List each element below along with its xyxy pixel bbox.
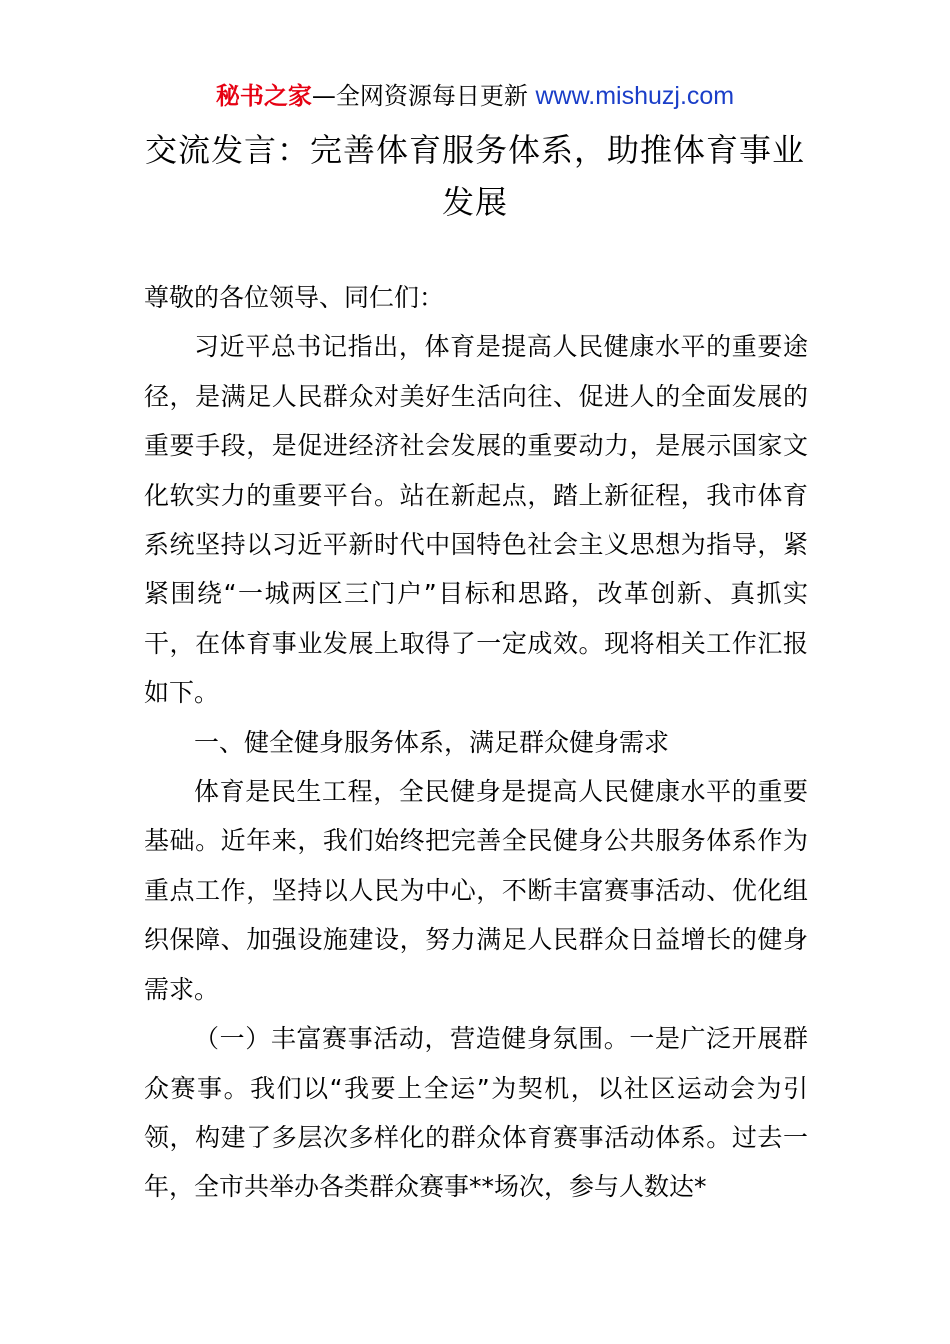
document-title: 交流发言：完善体育服务体系，助推体育事业发展 — [144, 131, 805, 221]
site-url: www.mishuzj.com — [535, 82, 735, 110]
site-header — [0, 80, 950, 112]
paragraph-section-1: 体育是民生工程，全民健身是提高人民健康水平的重要基础。近年来，我们始终把完善全民健身公共服务体系作为重点工作，坚持以人民为中心，不断丰富赛事活动、优化组织保障、加强设施建设，努力满足人民群众日益增长的健身需求。 — [144, 777, 808, 1004]
brand-name: 秘书之家 — [215, 82, 312, 110]
paragraph-intro: 习近平总书记指出，体育是提高人民健康水平的重要途径，是满足人民群众对美好生活向往、促进人的全面发展的重要手段，是促进经济社会发展的重要动力，是展示国家文化软实力的重要平台。站在新起点，踏上新征程，我市体育系统坚持以习近平新时代中国特色社会主义思想为指导，紧紧围绕“一城两区三门户”目标和思路，改革创新、真抓实干，在体育事业发展上取得了一定成效。现将相关工作汇报如下。 — [144, 332, 808, 708]
salutation: 尊敬的各位领导、同仁们： — [144, 283, 445, 312]
header-tagline: —全网资源每日更新 — [311, 82, 528, 110]
paragraph-subsection-1: （一）丰富赛事活动，营造健身氛围。一是广泛开展群众赛事。我们以“我要上全运”为契机，以社区运动会为引领，构建了多层次多样化的群众体育赛事活动体系。过去一年，全市共举办各类群众赛事**场次，参与人数达* — [144, 1024, 808, 1202]
section-heading-1: 一、健全健身服务体系，满足群众健身需求 — [194, 727, 670, 757]
document-body — [144, 273, 808, 1212]
